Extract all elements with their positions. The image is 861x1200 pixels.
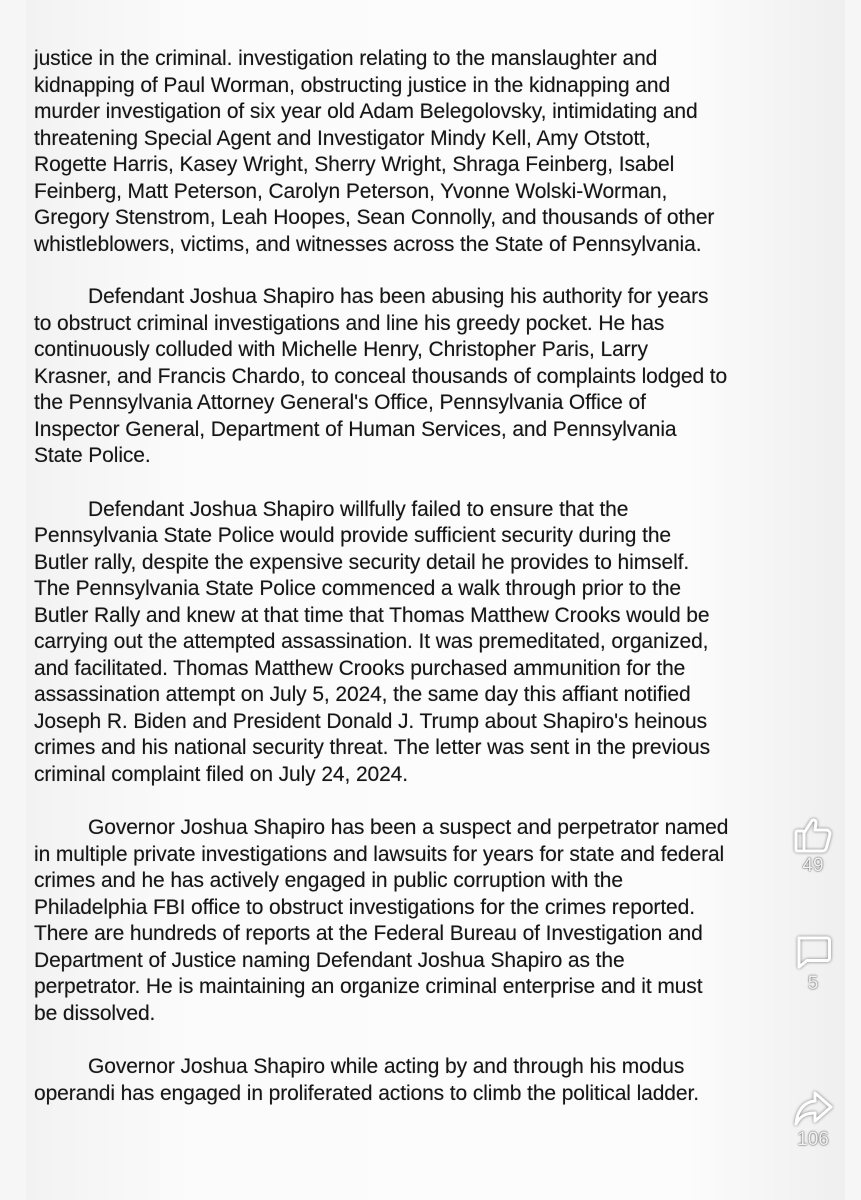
text-line: Defendant Joshua Shapiro willfully failed to ensure that the [88,497,629,521]
text-line: Butler Rally and knew at that time that Thomas Matthew Crooks would be [34,603,710,627]
text-line: murder investigation of six year old Adam Belegolovsky, intimidating and [34,100,698,123]
share-button[interactable] [783,1086,843,1150]
text-line: Defendant Joshua Shapiro has been abusing his authority for years [88,285,709,308]
text-line: There are hundreds of reports at the Federal Bureau of Investigation and [34,922,703,945]
text-line: kidnapping of Paul Worman, obstructing justice in the kidnapping and [34,73,671,97]
text-line: Butler rally, despite the expensive security detail he provides to himself. [34,550,690,574]
like-button[interactable] [783,812,843,876]
text-line: justice in the criminal. investigation relating to the manslaughter and [34,47,658,70]
text-line: in multiple private investigations and lawsuits for years for state and federal [34,842,725,866]
text-line: and facilitated. Thomas Matthew Crooks purchased ammunition for the [34,656,686,680]
paragraph-1 [34,46,834,258]
thumbs-up-icon [791,812,835,856]
text-line: Governor Joshua Shapiro while acting by and through his modus [88,1055,685,1078]
text-line: crimes and his national security threat. The letter was sent in the previous [34,736,711,759]
comment-count: 5 [807,973,819,994]
document-body [34,46,834,1107]
text-line: The Pennsylvania State Police commenced a walk through prior to the [34,577,681,600]
text-line: threatening Special Agent and Investigator Mindy Kell, Amy Otstott, [34,126,651,150]
share-count: 106 [797,1129,829,1150]
text-line: operandi has engaged in proliferated actions to climb the political ladder. [34,1081,699,1105]
text-line: be dissolved. [34,1001,156,1025]
comment-button[interactable] [783,930,843,994]
text-line: Feinberg, Matt Peterson, Carolyn Peterson, Yvonne Wolski-Worman, [34,179,668,203]
text-line: Joseph R. Biden and President Donald J. Trump about Shapiro's heinous [34,709,708,733]
paragraph-4 [34,815,834,1027]
text-line: Krasner, and Francis Chardo, to conceal thousands of complaints lodged to [34,364,728,388]
text-line: assassination attempt on July 5, 2024, the same day this affiant notified [34,683,691,706]
text-line: whistleblowers, victims, and witnesses across the State of Pennsylvania. [34,232,702,256]
comment-icon [791,930,835,974]
text-line: to obstruct criminal investigations and line his greedy pocket. He has [34,311,665,335]
text-line: crimes and he has actively engaged in public corruption with the [34,869,623,892]
paragraph-5 [34,1054,834,1107]
text-line: Gregory Stenstrom, Leah Hoopes, Sean Connolly, and thousands of other [34,206,715,229]
text-line: perpetrator. He is maintaining an organize criminal enterprise and it must [34,975,703,998]
text-line: Department of Justice naming Defendant Joshua Shapiro as the [34,948,625,972]
paragraph-2 [34,284,834,470]
text-line: State Police. [34,444,151,467]
text-line: the Pennsylvania Attorney General's Office, Pennsylvania Office of [34,391,646,414]
paragraph-3 [34,497,834,789]
text-line: Rogette Harris, Kasey Wright, Sherry Wright, Shraga Feinberg, Isabel [34,153,675,176]
text-line: continuously colluded with Michelle Henry, Christopher Paris, Larry [34,338,648,361]
text-line: Philadelphia FBI office to obstruct investigations for the crimes reported. [34,895,695,919]
like-count: 49 [802,855,824,876]
text-line: Governor Joshua Shapiro has been a suspect and perpetrator named [88,816,729,839]
text-line: Pennsylvania State Police would provide sufficient security during the [34,524,671,547]
text-line: Inspector General, Department of Human Services, and Pennsylvania [34,417,677,441]
share-arrow-icon [791,1086,835,1130]
text-line: carrying out the attempted assassination. It was premeditated, organized, [34,630,709,653]
text-line: criminal complaint filed on July 24, 2024. [34,762,408,786]
